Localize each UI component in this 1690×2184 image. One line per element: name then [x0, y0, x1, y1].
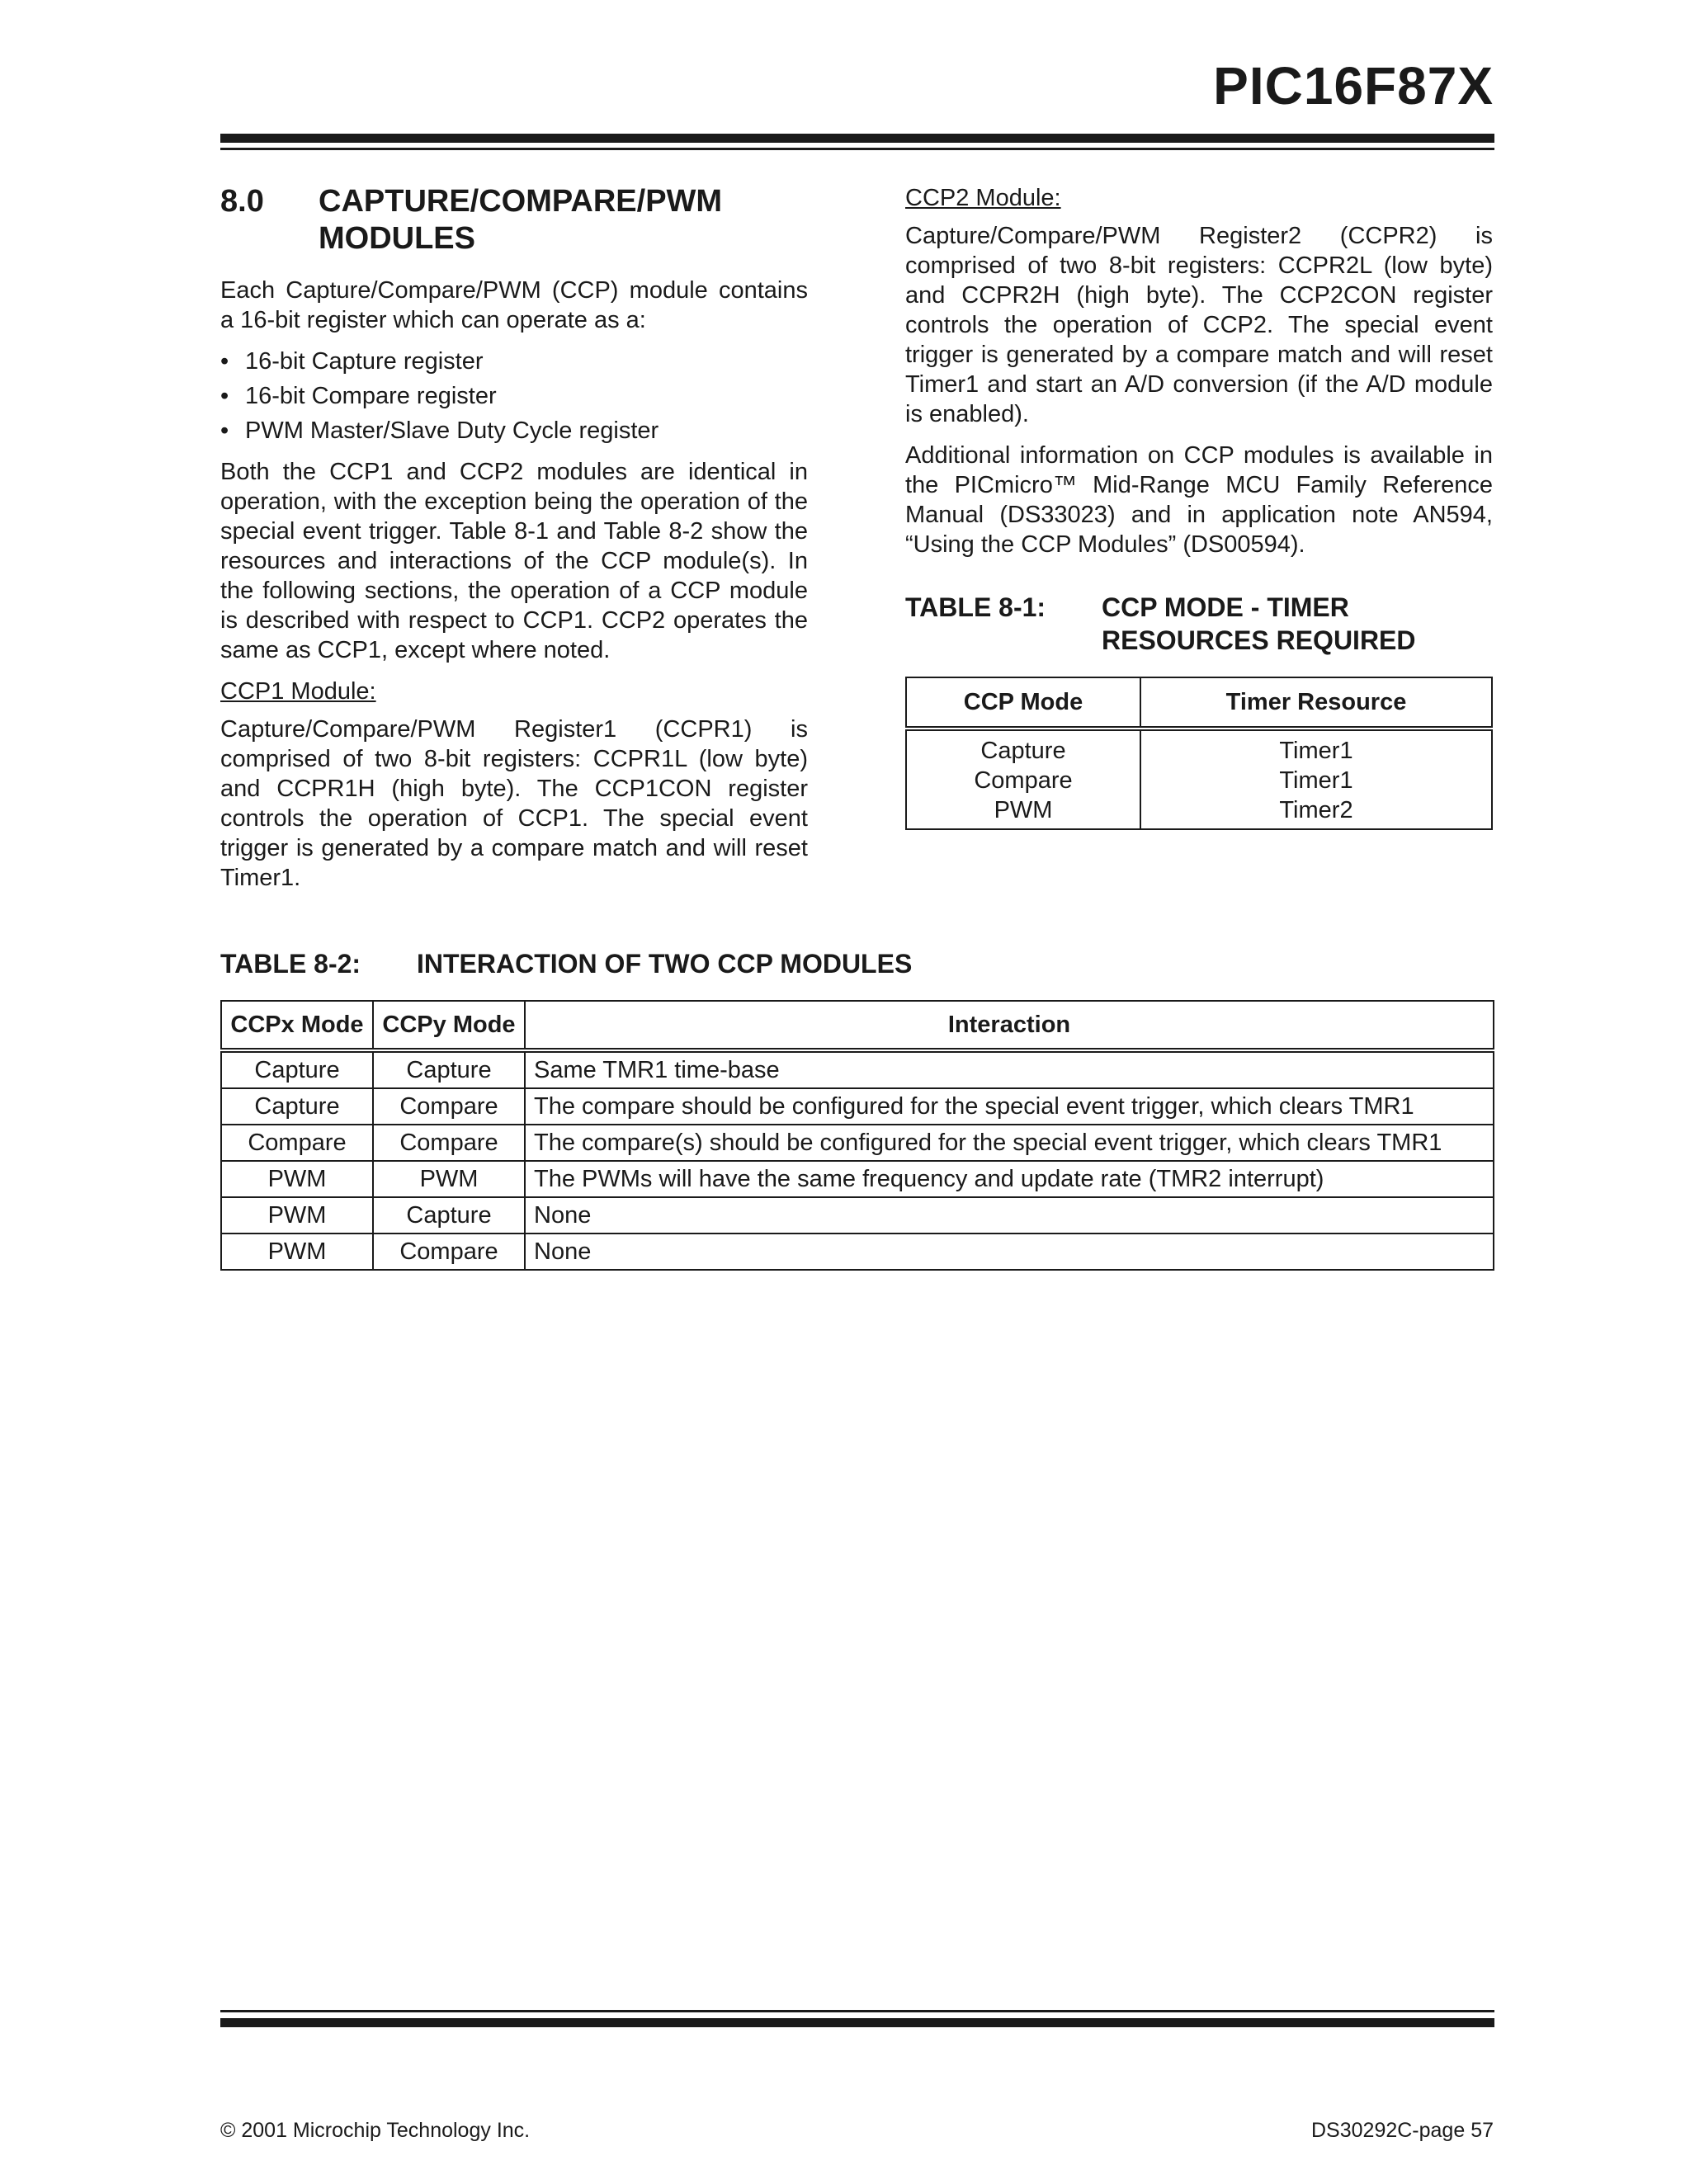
ccp-interaction-table — [220, 1000, 1494, 1271]
table-cell: The compare should be configured for the special event trigger, which clears TMR1 — [525, 1088, 1494, 1125]
table-cell: None — [525, 1197, 1494, 1234]
table-cell: Capture Compare PWM — [906, 729, 1140, 829]
table-cell: Compare — [221, 1125, 373, 1161]
section-title-line1: CAPTURE/COMPARE/PWM — [319, 184, 723, 219]
table1-title — [1102, 591, 1416, 657]
table1-label: TABLE 8-1: — [905, 592, 1046, 622]
table-row — [221, 1088, 1494, 1125]
section-title — [319, 183, 722, 257]
table-row — [221, 1050, 1494, 1088]
section-title-line2: MODULES — [319, 221, 475, 256]
page-number: DS30292C-page 57 — [1311, 2119, 1494, 2142]
copyright-text: © 2001 Microchip Technology Inc. — [220, 2119, 531, 2142]
table-header: CCPy Mode — [373, 1001, 525, 1050]
header-rule-thick — [220, 134, 1494, 143]
table-cell: Capture — [221, 1050, 373, 1088]
ccp1-heading: CCP1 Module: — [220, 678, 376, 705]
additional-info-paragraph: Additional information on CCP modules is available in the PICmicro™ Mid-Range MCU Family Reference Manual (DS33023) and in application note AN594, “Using the CCP Modules” (DS00594). — [905, 442, 1493, 558]
table-cell: Capture — [373, 1197, 525, 1234]
table2-label: TABLE 8-2: — [220, 949, 361, 979]
table-cell: Capture — [221, 1088, 373, 1125]
table-cell: The compare(s) should be configured for the special event trigger, which clears TMR1 — [525, 1125, 1494, 1161]
table-cell: Compare — [373, 1088, 525, 1125]
ccp2-paragraph: Capture/Compare/PWM Register2 (CCPR2) is comprised of two 8-bit registers: CCPR2L (low byte) and CCPR2H (high byte). The CCP2CON register controls the operation of CCP2. The special event trigger is generated by a compare match and will reset Timer1 and start an A/D conversion (if the A/D module is enabled). — [905, 223, 1493, 427]
table-cell: PWM — [221, 1197, 373, 1234]
ccp-timer-table — [905, 677, 1493, 830]
table1-caption — [905, 591, 1493, 657]
table-cell: Compare — [373, 1234, 525, 1270]
table-header: Interaction — [525, 1001, 1494, 1050]
footer-rule-thin — [220, 2010, 1494, 2012]
table-header: Timer Resource — [1140, 677, 1492, 729]
table-cell: Compare — [373, 1125, 525, 1161]
list-item: • PWM Master/Slave Duty Cycle register — [220, 417, 659, 444]
list-item: • 16-bit Compare register — [220, 383, 497, 409]
table2-title: INTERACTION OF TWO CCP MODULES — [417, 949, 913, 979]
right-column — [905, 183, 1493, 830]
table-cell: The PWMs will have the same frequency and update rate (TMR2 interrupt) — [525, 1161, 1494, 1197]
table-cell: None — [525, 1234, 1494, 1270]
section-heading — [220, 183, 808, 257]
header-rule-thin — [220, 148, 1494, 150]
document-title: PIC16F87X — [1213, 56, 1494, 116]
table-row — [221, 1234, 1494, 1270]
table2-section — [220, 947, 1494, 1271]
table-row — [906, 729, 1492, 829]
table2-caption — [220, 947, 1494, 980]
left-column — [220, 183, 808, 904]
table-header: CCP Mode — [906, 677, 1140, 729]
table-row — [221, 1125, 1494, 1161]
ccp1-paragraph: Capture/Compare/PWM Register1 (CCPR1) is comprised of two 8-bit registers: CCPR1L (low byte) and CCPR1H (high byte). The CCP1CON register controls the operation of CCP1. The special event trigger is generated by a compare match and will reset Timer1. — [220, 716, 808, 891]
table-cell: Same TMR1 time-base — [525, 1050, 1494, 1088]
table-cell: Timer1 Timer1 Timer2 — [1140, 729, 1492, 829]
intro-paragraph: Each Capture/Compare/PWM (CCP) module contains a 16-bit register which can operate as a: — [220, 277, 808, 333]
table-cell: PWM — [221, 1234, 373, 1270]
table-header: CCPx Mode — [221, 1001, 373, 1050]
ccp2-heading: CCP2 Module: — [905, 185, 1061, 211]
table1-title-line2: RESOURCES REQUIRED — [1102, 625, 1416, 655]
section-number: 8.0 — [220, 184, 264, 219]
table-cell: PWM — [373, 1161, 525, 1197]
list-item: • 16-bit Capture register — [220, 348, 484, 375]
ccp-overview-paragraph: Both the CCP1 and CCP2 modules are identical in operation, with the exception being the operation of the special event trigger. Table 8-1 and Table 8-2 show the resources and interactions of the CCP module(s). In the following sections, the operation of a CCP module is described with respect to CCP1. CCP2 operates the same as CCP1, except where noted. — [220, 459, 808, 663]
register-mode-list — [220, 347, 808, 446]
table-cell: PWM — [221, 1161, 373, 1197]
footer-rule-thick — [220, 2018, 1494, 2027]
table-row — [221, 1197, 1494, 1234]
table1-title-line1: CCP MODE - TIMER — [1102, 592, 1349, 622]
table-cell: Capture — [373, 1050, 525, 1088]
table-row — [221, 1161, 1494, 1197]
